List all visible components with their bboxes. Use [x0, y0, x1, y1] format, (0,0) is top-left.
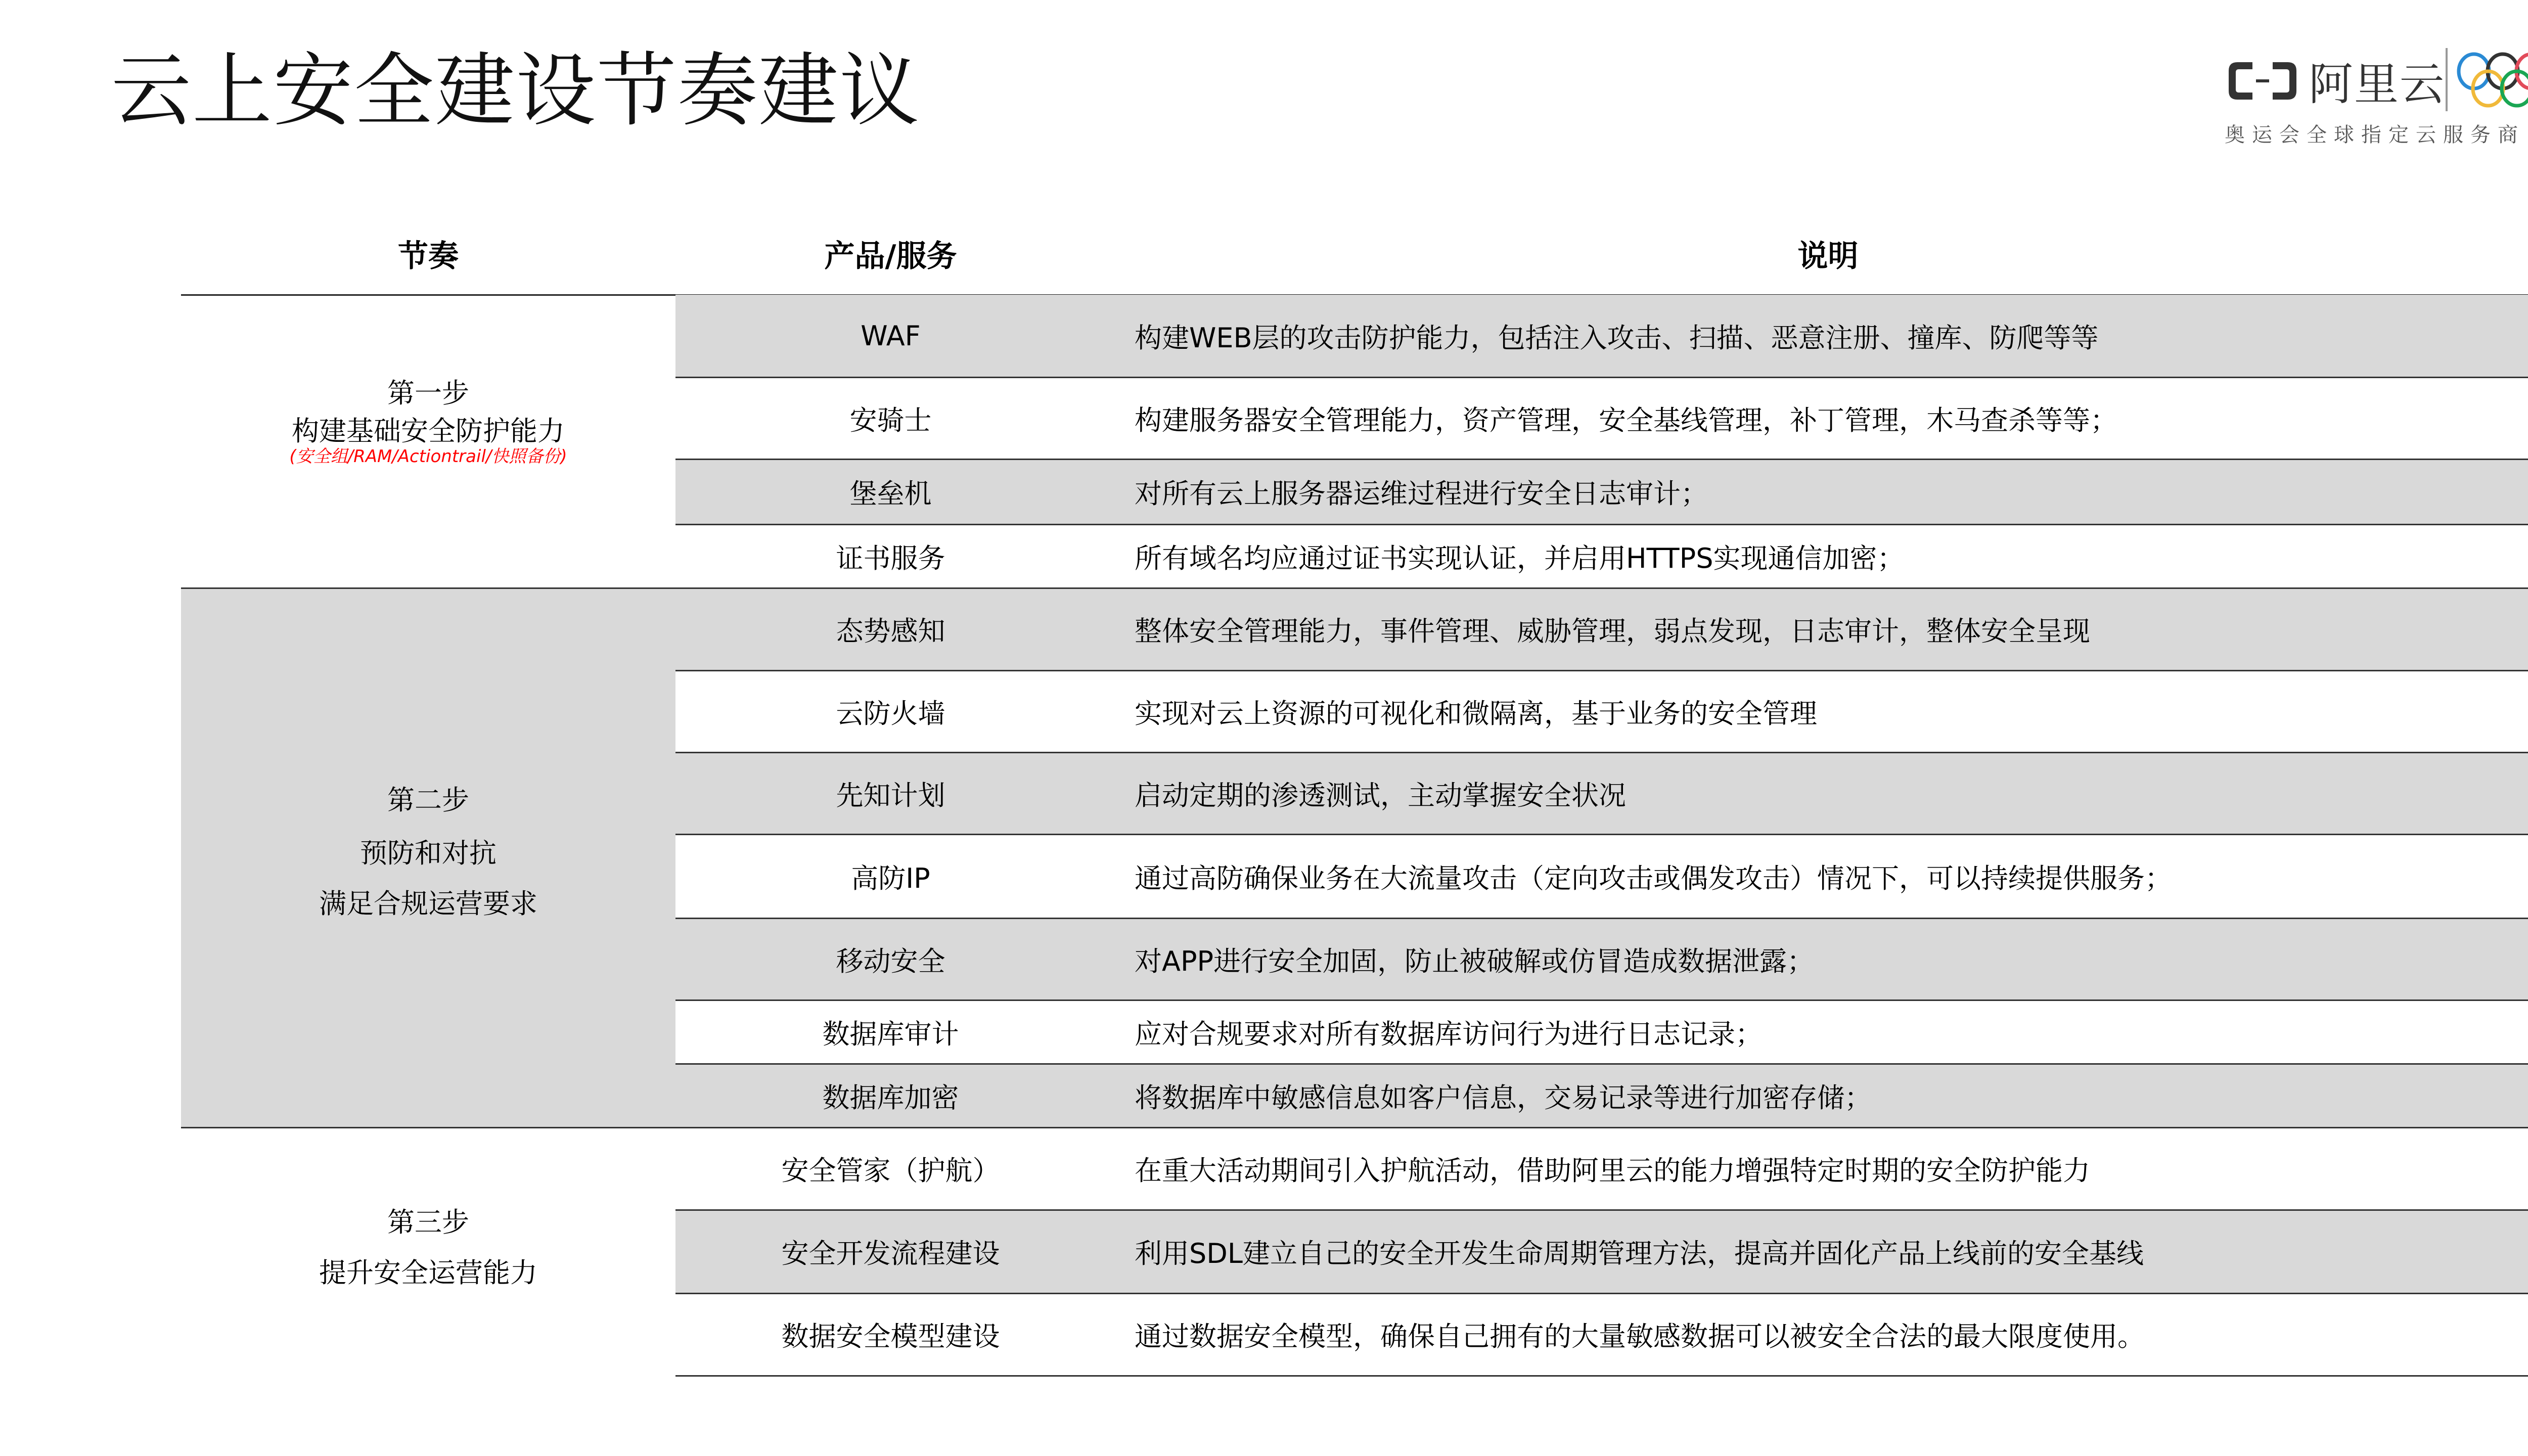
- row-divider: [675, 1209, 2528, 1211]
- row-divider: [675, 918, 2528, 919]
- group-label-line: 提升安全运营能力: [319, 1257, 537, 1289]
- description-cell: 所有域名均应通过证书实现认证，并启用HTTPS实现通信加密；: [1135, 542, 1905, 574]
- description-cell: 构建WEB层的攻击防护能力，包括注入攻击、扫描、恶意注册、撞库、防爬等等: [1135, 322, 2099, 354]
- description-cell: 通过高防确保业务在大流量攻击（定向攻击或偶发攻击）情况下，可以持续提供服务；: [1135, 862, 2172, 894]
- row-divider: [675, 999, 2528, 1001]
- header-rhythm: 节奏: [398, 239, 459, 274]
- description-cell: 对所有云上服务器运维过程进行安全日志审计；: [1135, 478, 1708, 510]
- group-label-line: 第一步: [387, 377, 469, 409]
- description-cell: 通过数据安全模型，确保自己拥有的大量敏感数据可以被安全合法的最大限度使用。: [1135, 1321, 2145, 1352]
- aliyun-logo-icon: [2225, 58, 2300, 104]
- header-description: 说明: [1797, 239, 1859, 274]
- description-cell: 整体安全管理能力，事件管理、威胁管理，弱点发现，日志审计，整体安全呈现: [1135, 615, 2090, 647]
- product-cell: 数据库加密: [822, 1081, 959, 1114]
- row-divider: [675, 1063, 2528, 1065]
- description-cell: 构建服务器安全管理能力，资产管理，安全基线管理，补丁管理，木马查杀等等；: [1135, 404, 2117, 436]
- group-label-line: 构建基础安全防护能力: [292, 415, 565, 447]
- row-divider: [675, 670, 2528, 671]
- row-divider: [675, 1293, 2528, 1294]
- product-cell: 态势感知: [836, 615, 945, 647]
- row-divider: [675, 752, 2528, 753]
- group-label-line: 第三步: [387, 1206, 469, 1238]
- description-cell: 将数据库中敏感信息如客户信息，交易记录等进行加密存储；: [1135, 1081, 1872, 1114]
- row-divider: [675, 377, 2528, 378]
- product-cell: 数据安全模型建设: [781, 1321, 1000, 1352]
- logo-divider: [2446, 48, 2448, 111]
- product-cell: 证书服务: [836, 542, 945, 574]
- description-cell: 利用SDL建立自己的安全开发生命周期管理方法，提高并固化产品上线前的安全基线: [1135, 1238, 2144, 1269]
- description-cell: 应对合规要求对所有数据库访问行为进行日志记录；: [1135, 1018, 1763, 1050]
- row-divider: [675, 834, 2528, 835]
- aliyun-olympic-logo: [2225, 48, 2528, 154]
- description-cell: 对APP进行安全加固，防止被破解或仿冒造成数据泄露；: [1135, 945, 1815, 977]
- description-cell: 实现对云上资源的可视化和微隔离，基于业务的安全管理: [1135, 697, 1817, 730]
- product-cell: 数据库审计: [822, 1018, 959, 1050]
- header-product: 产品/服务: [824, 239, 957, 274]
- row-divider: [181, 587, 2528, 589]
- row-divider: [675, 524, 2528, 525]
- olympic-rings-icon: [2455, 52, 2528, 110]
- product-cell: WAF: [861, 320, 921, 352]
- logo-tagline: 奥运会全球指定云服务商: [2225, 123, 2525, 147]
- product-cell: 安全开发流程建设: [781, 1238, 1000, 1269]
- group-note: (安全组/RAM/Actiontrail/快照备份): [289, 446, 567, 467]
- product-cell: 移动安全: [836, 945, 945, 977]
- group-label-line: 第二步: [387, 784, 469, 816]
- row-divider: [675, 459, 2528, 460]
- page-title: 云上安全建设节奏建议: [111, 44, 920, 138]
- description-cell: 启动定期的渗透测试，主动掌握安全状况: [1135, 779, 1626, 811]
- row-divider: [181, 1127, 2528, 1128]
- product-cell: 高防IP: [851, 862, 930, 894]
- description-cell: 在重大活动期间引入护航活动，借助阿里云的能力增强特定时期的安全防护能力: [1135, 1155, 2090, 1187]
- logo-brand-text: 阿里云: [2309, 58, 2446, 110]
- group-label-line: 满足合规运营要求: [319, 888, 537, 920]
- product-cell: 安全管家（护航）: [781, 1155, 1000, 1187]
- product-cell: 云防火墙: [836, 697, 945, 730]
- product-cell: 堡垒机: [849, 478, 932, 510]
- product-cell: 先知计划: [836, 779, 945, 811]
- row-divider: [675, 1375, 2528, 1377]
- product-cell: 安骑士: [849, 404, 932, 436]
- group-label-line: 预防和对抗: [360, 837, 496, 869]
